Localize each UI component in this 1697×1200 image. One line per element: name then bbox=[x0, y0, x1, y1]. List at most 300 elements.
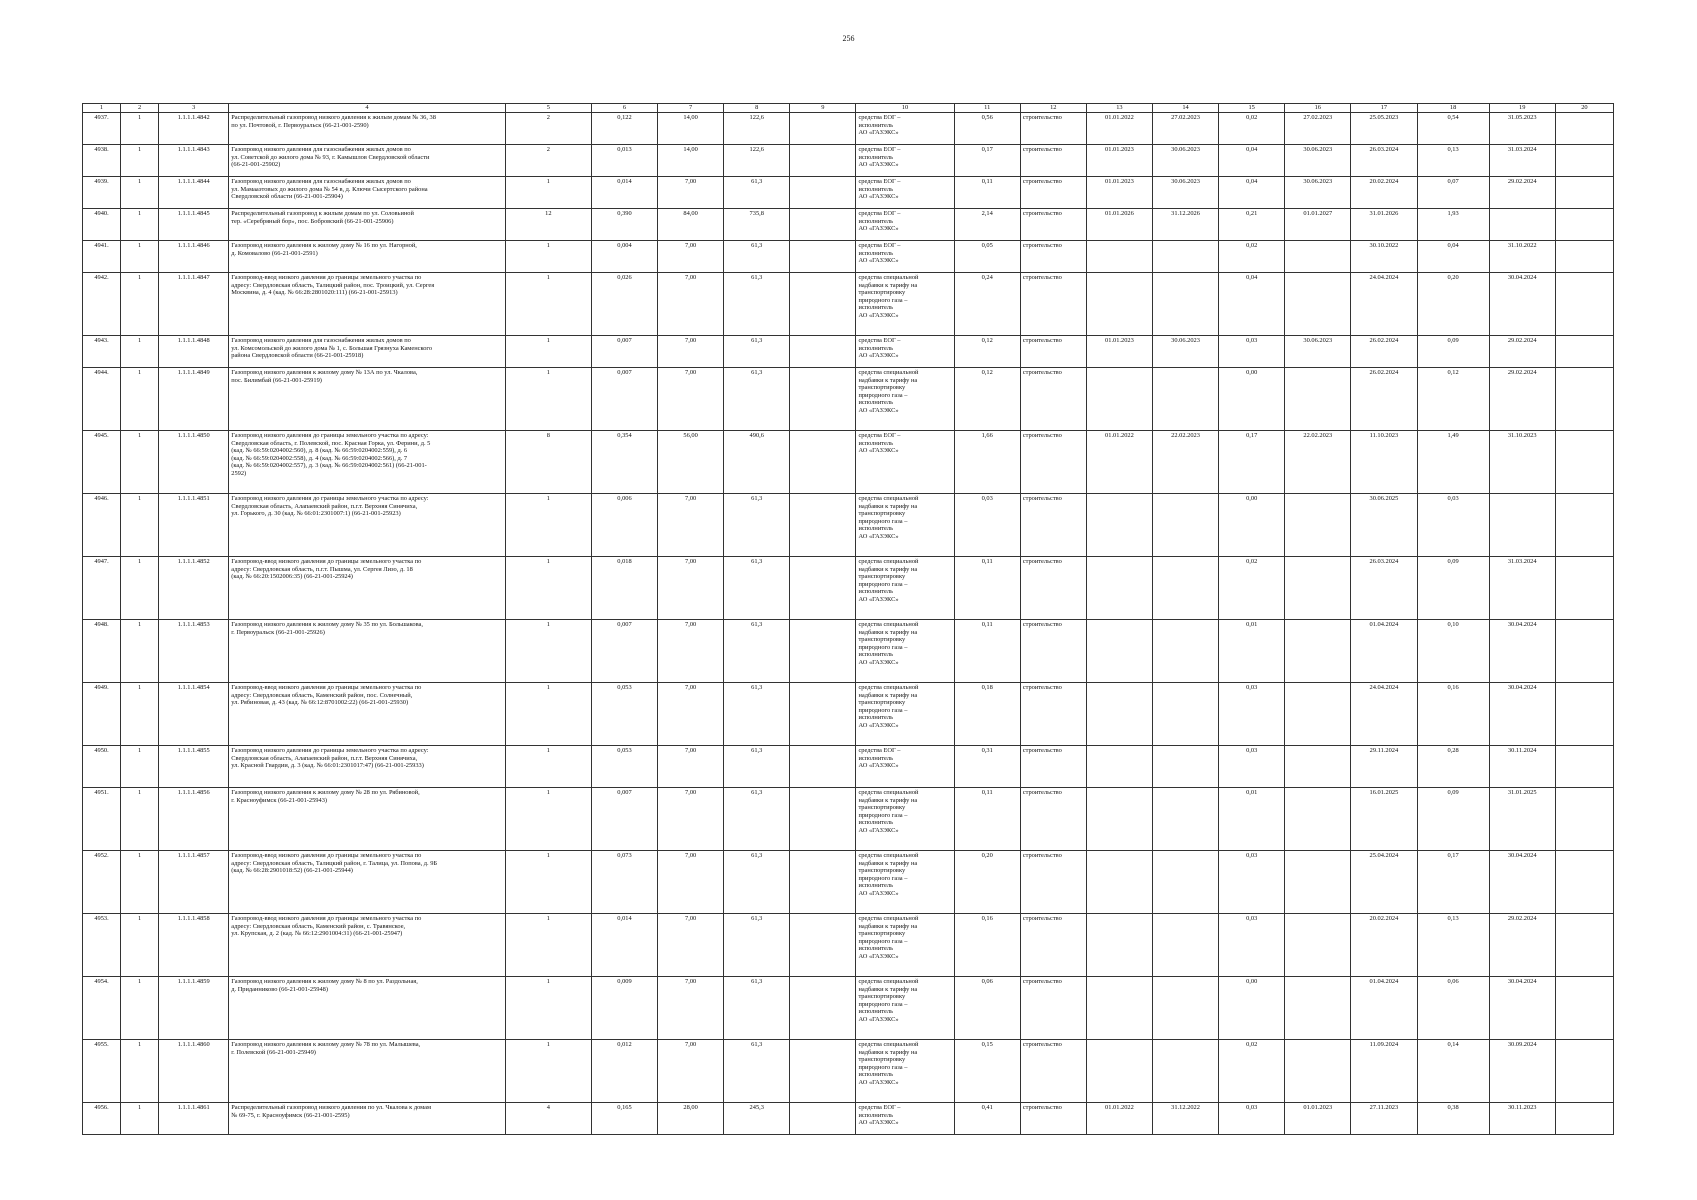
col-18-cell: 0,04 bbox=[1417, 241, 1489, 273]
col-19-cell: 31.03.2024 bbox=[1489, 557, 1555, 620]
col-9-cell bbox=[790, 977, 856, 1040]
col-20-cell bbox=[1555, 177, 1613, 209]
col-19-cell: 30.04.2024 bbox=[1489, 977, 1555, 1040]
col-14-cell: 27.02.2023 bbox=[1153, 113, 1219, 145]
funding-source-cell bbox=[856, 241, 954, 273]
work-type-cell: строительство bbox=[1020, 788, 1086, 851]
funding-source-line: АО «ГАЗЭКС» bbox=[858, 1078, 899, 1086]
object-description-cell bbox=[229, 851, 506, 914]
table-row bbox=[83, 336, 1614, 368]
col-2-cell: 1 bbox=[121, 1103, 159, 1135]
row-number-cell: 4941. bbox=[83, 241, 121, 273]
col-15-cell: 0,03 bbox=[1219, 746, 1285, 788]
object-description-cell bbox=[229, 368, 506, 431]
object-description-line: Распределительный газопровод низкого давления к жилым домам № 36, 38 bbox=[231, 114, 436, 121]
col-8-cell: 61,3 bbox=[724, 683, 790, 746]
col-11-cell: 0,06 bbox=[954, 977, 1020, 1040]
col-13-cell: 01.01.2023 bbox=[1086, 336, 1152, 368]
col-9-cell bbox=[790, 914, 856, 977]
col-16-cell bbox=[1285, 557, 1351, 620]
column-number-4: 4 bbox=[229, 104, 506, 113]
funding-source-line: средства ЕОГ – bbox=[858, 432, 901, 439]
col-14-cell: 31.12.2022 bbox=[1153, 1103, 1219, 1135]
object-code-cell: 1.1.1.1.4857 bbox=[159, 851, 229, 914]
funding-source-line: исполнитель bbox=[858, 121, 893, 129]
col-9-cell bbox=[790, 746, 856, 788]
col-13-cell bbox=[1086, 557, 1152, 620]
page-number: 256 bbox=[842, 34, 855, 43]
funding-source-line: исполнитель bbox=[858, 399, 893, 407]
object-code-cell: 1.1.1.1.4843 bbox=[159, 145, 229, 177]
funding-source-line: исполнитель bbox=[858, 439, 893, 447]
col-2-cell: 1 bbox=[121, 788, 159, 851]
col-2-cell: 1 bbox=[121, 557, 159, 620]
col-11-cell: 0,05 bbox=[954, 241, 1020, 273]
col-19-cell: 31.03.2024 bbox=[1489, 145, 1555, 177]
row-number-cell: 4945. bbox=[83, 431, 121, 494]
col-8-cell: 122,6 bbox=[724, 113, 790, 145]
object-description-cell bbox=[229, 1103, 506, 1135]
col-9-cell bbox=[790, 494, 856, 557]
funding-source-line: транспортировку bbox=[858, 289, 906, 297]
object-description-cell bbox=[229, 431, 506, 494]
object-description-line: ул. Мамааэтовых до жилого дома № 54 в, д. Ключи Сысертского района bbox=[231, 185, 428, 193]
funding-source-line: средства ЕОГ – bbox=[858, 114, 901, 121]
work-type-cell: строительство bbox=[1020, 241, 1086, 273]
col-15-cell: 0,03 bbox=[1219, 851, 1285, 914]
column-number-17: 17 bbox=[1351, 104, 1417, 113]
col-5-cell: 1 bbox=[505, 336, 591, 368]
funding-source-line: природного газа – bbox=[858, 580, 908, 588]
object-description-cell bbox=[229, 746, 506, 788]
object-description-line: пос. Билимбай (66-21-001-25919) bbox=[231, 376, 322, 384]
funding-source-line: надбавки к тарифу на bbox=[858, 628, 918, 636]
funding-source-line: АО «ГАЗЭКС» bbox=[858, 1119, 899, 1127]
col-17-cell: 26.02.2024 bbox=[1351, 336, 1417, 368]
object-code-cell: 1.1.1.1.4847 bbox=[159, 273, 229, 336]
col-11-cell: 0,17 bbox=[954, 145, 1020, 177]
col-11-cell: 0,41 bbox=[954, 1103, 1020, 1135]
col-14-cell: 22.02.2023 bbox=[1153, 431, 1219, 494]
table-row bbox=[83, 977, 1614, 1040]
object-description-line: (кад. № 66:59:0204002:557), д. 3 (кад. № 66:59:0204002:561) (66-21-001- bbox=[231, 462, 427, 470]
funding-source-line: транспортировку bbox=[858, 930, 906, 938]
col-7-cell: 7,00 bbox=[658, 241, 724, 273]
object-description-line: Газопровод низкого давления к жилому дому № 8 по ул. Раздольная, bbox=[231, 978, 418, 985]
table-row bbox=[83, 209, 1614, 241]
object-description-line: г. Красноуфимск (66-21-001-25943) bbox=[231, 796, 328, 804]
col-6-cell: 0,007 bbox=[591, 788, 657, 851]
col-19-cell: 29.02.2024 bbox=[1489, 336, 1555, 368]
object-description-line: адресу: Свердловская область, Каменский район, с. Травянское, bbox=[231, 922, 406, 930]
object-description-line: Газопровод низкого давления к жилому дому № 16 по ул. Нагорной, bbox=[231, 242, 417, 249]
funding-source-line: АО «ГАЗЭКС» bbox=[858, 595, 899, 603]
col-14-cell: 30.06.2023 bbox=[1153, 336, 1219, 368]
object-description-line: Газопровод низкого давления до границы земельного участка по адресу: bbox=[231, 432, 429, 439]
col-11-cell: 0,15 bbox=[954, 1040, 1020, 1103]
object-description-cell bbox=[229, 494, 506, 557]
funding-source-line: АО «ГАЗЭКС» bbox=[858, 406, 899, 414]
row-number-cell: 4956. bbox=[83, 1103, 121, 1135]
object-description-line: Газопровод низкого давления к жилому дому № 28 по ул. Рябиновой, bbox=[231, 789, 420, 796]
col-5-cell: 1 bbox=[505, 557, 591, 620]
col-18-cell: 0,38 bbox=[1417, 1103, 1489, 1135]
funding-source-line: природного газа – bbox=[858, 706, 908, 714]
row-number-cell: 4953. bbox=[83, 914, 121, 977]
object-description-line: Распределительный газопровод низкого давления по ул. Чкалова к домам bbox=[231, 1104, 432, 1111]
funding-source-cell bbox=[856, 273, 954, 336]
col-15-cell: 0,03 bbox=[1219, 914, 1285, 977]
object-description-line: района Свердловской области (66-21-001-25918) bbox=[231, 352, 364, 360]
col-20-cell bbox=[1555, 746, 1613, 788]
col-17-cell: 11.09.2024 bbox=[1351, 1040, 1417, 1103]
object-description-cell bbox=[229, 977, 506, 1040]
work-type-cell: строительство bbox=[1020, 746, 1086, 788]
work-type-cell: строительство bbox=[1020, 431, 1086, 494]
col-8-cell: 61,3 bbox=[724, 494, 790, 557]
col-19-cell bbox=[1489, 209, 1555, 241]
column-number-2: 2 bbox=[121, 104, 159, 113]
col-18-cell: 0,16 bbox=[1417, 683, 1489, 746]
col-17-cell: 24.04.2024 bbox=[1351, 273, 1417, 336]
funding-source-line: средства ЕОГ – bbox=[858, 210, 901, 217]
table-row bbox=[83, 746, 1614, 788]
col-16-cell bbox=[1285, 746, 1351, 788]
col-18-cell: 0,17 bbox=[1417, 851, 1489, 914]
col-15-cell: 0,02 bbox=[1219, 1040, 1285, 1103]
col-5-cell: 1 bbox=[505, 746, 591, 788]
object-description-line: ул. Крупская, д. 2 (кад. № 66:12:2901004:31) (66-21-001-25947) bbox=[231, 930, 403, 938]
col-18-cell: 0,13 bbox=[1417, 914, 1489, 977]
table-row bbox=[83, 1040, 1614, 1103]
col-14-cell bbox=[1153, 241, 1219, 273]
col-20-cell bbox=[1555, 368, 1613, 431]
col-15-cell: 0,02 bbox=[1219, 557, 1285, 620]
col-20-cell bbox=[1555, 241, 1613, 273]
col-9-cell bbox=[790, 368, 856, 431]
funding-source-line: исполнитель bbox=[858, 588, 893, 596]
object-description-cell bbox=[229, 557, 506, 620]
funding-source-line: природного газа – bbox=[858, 811, 908, 819]
object-description-cell bbox=[229, 273, 506, 336]
col-19-cell: 31.01.2025 bbox=[1489, 788, 1555, 851]
funding-source-line: исполнитель bbox=[858, 249, 893, 257]
object-description-line: Свердловской области (66-21-001-25904) bbox=[231, 193, 343, 201]
column-number-row bbox=[83, 104, 1614, 113]
col-13-cell bbox=[1086, 494, 1152, 557]
funding-source-line: надбавки к тарифу на bbox=[858, 376, 918, 384]
col-7-cell: 7,00 bbox=[658, 336, 724, 368]
funding-source-line: средства ЕОГ – bbox=[858, 178, 901, 185]
table-row bbox=[83, 113, 1614, 145]
table-row bbox=[83, 851, 1614, 914]
col-15-cell: 0,00 bbox=[1219, 368, 1285, 431]
col-6-cell: 0,018 bbox=[591, 557, 657, 620]
col-14-cell: 30.06.2023 bbox=[1153, 145, 1219, 177]
col-14-cell bbox=[1153, 914, 1219, 977]
col-7-cell: 7,00 bbox=[658, 788, 724, 851]
object-code-cell: 1.1.1.1.4860 bbox=[159, 1040, 229, 1103]
col-17-cell: 11.10.2023 bbox=[1351, 431, 1417, 494]
work-type-cell: строительство bbox=[1020, 145, 1086, 177]
object-description-line: г. Полевской (66-21-001-25949) bbox=[231, 1048, 316, 1056]
funding-source-line: надбавки к тарифу на bbox=[858, 796, 918, 804]
registry-table bbox=[82, 103, 1614, 1135]
row-number-cell: 4942. bbox=[83, 273, 121, 336]
col-15-cell: 0,01 bbox=[1219, 620, 1285, 683]
object-description-line: ул. Красной Гвардии, д. 3 (кад. № 66:01:2301017:47) (66-21-001-25933) bbox=[231, 762, 424, 770]
column-number-8: 8 bbox=[724, 104, 790, 113]
col-16-cell: 30.06.2023 bbox=[1285, 145, 1351, 177]
col-5-cell: 8 bbox=[505, 431, 591, 494]
funding-source-cell bbox=[856, 746, 954, 788]
funding-source-line: исполнитель bbox=[858, 882, 893, 890]
funding-source-line: средства специальной bbox=[858, 684, 919, 691]
col-7-cell: 7,00 bbox=[658, 977, 724, 1040]
funding-source-line: исполнитель bbox=[858, 1111, 893, 1119]
object-code-cell: 1.1.1.1.4842 bbox=[159, 113, 229, 145]
work-type-cell: строительство bbox=[1020, 209, 1086, 241]
funding-source-cell bbox=[856, 336, 954, 368]
col-15-cell: 0,04 bbox=[1219, 145, 1285, 177]
col-2-cell: 1 bbox=[121, 977, 159, 1040]
col-13-cell bbox=[1086, 241, 1152, 273]
work-type-cell: строительство bbox=[1020, 977, 1086, 1040]
funding-source-line: средства ЕОГ – bbox=[858, 1104, 901, 1111]
col-20-cell bbox=[1555, 336, 1613, 368]
funding-source-line: надбавки к тарифу на bbox=[858, 922, 918, 930]
column-number-10: 10 bbox=[856, 104, 954, 113]
funding-source-line: транспортировку bbox=[858, 867, 906, 875]
funding-source-line: транспортировку bbox=[858, 636, 906, 644]
col-7-cell: 7,00 bbox=[658, 683, 724, 746]
col-5-cell: 1 bbox=[505, 494, 591, 557]
funding-source-line: надбавки к тарифу на bbox=[858, 565, 918, 573]
work-type-cell: строительство bbox=[1020, 1103, 1086, 1135]
object-code-cell: 1.1.1.1.4859 bbox=[159, 977, 229, 1040]
col-16-cell bbox=[1285, 1040, 1351, 1103]
object-description-line: (кад. № 66:20:1502006:35) (66-21-001-25924) bbox=[231, 573, 353, 581]
col-9-cell bbox=[790, 683, 856, 746]
col-15-cell: 0,02 bbox=[1219, 241, 1285, 273]
column-number-11: 11 bbox=[954, 104, 1020, 113]
col-2-cell: 1 bbox=[121, 145, 159, 177]
col-7-cell: 7,00 bbox=[658, 620, 724, 683]
col-20-cell bbox=[1555, 851, 1613, 914]
object-description-line: тер. «Серебряный бор», пос. Бобровский (66-21-001-25906) bbox=[231, 217, 394, 225]
funding-source-line: АО «ГАЗЭКС» bbox=[858, 532, 899, 540]
col-14-cell: 30.06.2023 bbox=[1153, 177, 1219, 209]
object-description-line: д. Комовалово (66-21-001-2591) bbox=[231, 249, 318, 257]
object-description-cell bbox=[229, 336, 506, 368]
col-13-cell bbox=[1086, 851, 1152, 914]
col-11-cell: 0,11 bbox=[954, 620, 1020, 683]
column-number-1: 1 bbox=[83, 104, 121, 113]
col-5-cell: 1 bbox=[505, 683, 591, 746]
object-description-line: адресу: Свердловская область, Каменский район, пос. Солнечный, bbox=[231, 691, 413, 699]
column-number-6: 6 bbox=[591, 104, 657, 113]
row-number-cell: 4944. bbox=[83, 368, 121, 431]
object-code-cell: 1.1.1.1.4858 bbox=[159, 914, 229, 977]
col-17-cell: 30.06.2025 bbox=[1351, 494, 1417, 557]
object-code-cell: 1.1.1.1.4855 bbox=[159, 746, 229, 788]
col-16-cell bbox=[1285, 788, 1351, 851]
funding-source-line: АО «ГАЗЭКС» bbox=[858, 257, 899, 265]
col-9-cell bbox=[790, 209, 856, 241]
row-number-cell: 4946. bbox=[83, 494, 121, 557]
col-8-cell: 61,3 bbox=[724, 977, 790, 1040]
funding-source-line: исполнитель bbox=[858, 1008, 893, 1016]
funding-source-line: средства специальной bbox=[858, 852, 919, 859]
col-17-cell: 01.04.2024 bbox=[1351, 620, 1417, 683]
table-row bbox=[83, 788, 1614, 851]
col-11-cell: 0,11 bbox=[954, 557, 1020, 620]
funding-source-cell bbox=[856, 1103, 954, 1135]
row-number-cell: 4947. bbox=[83, 557, 121, 620]
col-16-cell: 22.02.2023 bbox=[1285, 431, 1351, 494]
object-description-line: Свердловская область, Алапаевский район, п.г.т. Верхняя Синячиха, bbox=[231, 502, 418, 510]
col-13-cell: 01.01.2022 bbox=[1086, 1103, 1152, 1135]
object-code-cell: 1.1.1.1.4853 bbox=[159, 620, 229, 683]
col-15-cell: 0,04 bbox=[1219, 273, 1285, 336]
col-6-cell: 0,007 bbox=[591, 336, 657, 368]
col-9-cell bbox=[790, 788, 856, 851]
col-15-cell: 0,00 bbox=[1219, 977, 1285, 1040]
col-6-cell: 0,013 bbox=[591, 145, 657, 177]
funding-source-line: исполнитель bbox=[858, 1071, 893, 1079]
col-9-cell bbox=[790, 1040, 856, 1103]
row-number-cell: 4949. bbox=[83, 683, 121, 746]
col-8-cell: 245,3 bbox=[724, 1103, 790, 1135]
object-description-line: Свердловская область, Алапаевский район, п.г.т. Верхняя Синячиха, bbox=[231, 754, 418, 762]
col-17-cell: 25.04.2024 bbox=[1351, 851, 1417, 914]
object-description-line: ул. Рябиновая, д. 43 (кад. № 66:12:8701002:22) (66-21-001-25930) bbox=[231, 699, 409, 707]
col-8-cell: 61,3 bbox=[724, 273, 790, 336]
col-8-cell: 122,6 bbox=[724, 145, 790, 177]
col-16-cell: 27.02.2023 bbox=[1285, 113, 1351, 145]
col-7-cell: 7,00 bbox=[658, 177, 724, 209]
object-code-cell: 1.1.1.1.4850 bbox=[159, 431, 229, 494]
work-type-cell: строительство bbox=[1020, 851, 1086, 914]
object-description-line: адресу: Свердловская область, Талицкий район, г. Талица, ул. Попова, д. 9Б bbox=[231, 859, 438, 867]
col-13-cell bbox=[1086, 788, 1152, 851]
funding-source-line: АО «ГАЗЭКС» bbox=[858, 225, 899, 233]
funding-source-cell bbox=[856, 914, 954, 977]
col-8-cell: 735,8 bbox=[724, 209, 790, 241]
col-6-cell: 0,007 bbox=[591, 368, 657, 431]
col-5-cell: 1 bbox=[505, 177, 591, 209]
table-row bbox=[83, 368, 1614, 431]
col-20-cell bbox=[1555, 145, 1613, 177]
object-description-line: Газопровод-ввод низкого давления до границы земельного участка по bbox=[231, 915, 422, 922]
col-13-cell: 01.01.2026 bbox=[1086, 209, 1152, 241]
object-description-line: ул. Комсомольской до жилого дома № 1, с. Большая Грязнуха Каменского bbox=[231, 344, 433, 352]
object-description-line: адресу: Свердловская область, п.г.т. Пышма, ул. Сергея Лизо, д. 18 bbox=[231, 565, 413, 573]
col-5-cell: 1 bbox=[505, 241, 591, 273]
object-description-line: ул. Горького, д. 30 (кад. № 66:01:2301007:1) (66-21-001-25923) bbox=[231, 510, 401, 518]
funding-source-line: средства ЕОГ – bbox=[858, 146, 901, 153]
col-16-cell bbox=[1285, 683, 1351, 746]
col-16-cell bbox=[1285, 241, 1351, 273]
col-11-cell: 0,56 bbox=[954, 113, 1020, 145]
col-8-cell: 61,3 bbox=[724, 851, 790, 914]
col-2-cell: 1 bbox=[121, 746, 159, 788]
col-2-cell: 1 bbox=[121, 273, 159, 336]
col-2-cell: 1 bbox=[121, 209, 159, 241]
work-type-cell: строительство bbox=[1020, 620, 1086, 683]
funding-source-line: исполнитель bbox=[858, 525, 893, 533]
funding-source-cell bbox=[856, 113, 954, 145]
funding-source-line: исполнитель bbox=[858, 754, 893, 762]
funding-source-cell bbox=[856, 620, 954, 683]
col-7-cell: 84,00 bbox=[658, 209, 724, 241]
col-18-cell: 0,09 bbox=[1417, 788, 1489, 851]
col-8-cell: 61,3 bbox=[724, 368, 790, 431]
funding-source-line: средства специальной bbox=[858, 274, 919, 281]
col-8-cell: 490,6 bbox=[724, 431, 790, 494]
object-code-cell: 1.1.1.1.4846 bbox=[159, 241, 229, 273]
table-row bbox=[83, 241, 1614, 273]
col-7-cell: 7,00 bbox=[658, 851, 724, 914]
col-19-cell: 31.10.2023 bbox=[1489, 431, 1555, 494]
object-description-line: (кад. № 66:59:0204002:560), д. 8 (кад. № 66:59:0204002:559), д. 6 bbox=[231, 447, 408, 455]
col-9-cell bbox=[790, 241, 856, 273]
col-2-cell: 1 bbox=[121, 851, 159, 914]
object-description-line: д. Приданниково (66-21-001-25948) bbox=[231, 985, 329, 993]
object-description-line: (66-21-001-25902) bbox=[231, 161, 281, 169]
funding-source-cell bbox=[856, 851, 954, 914]
row-number-cell: 4939. bbox=[83, 177, 121, 209]
row-number-cell: 4937. bbox=[83, 113, 121, 145]
col-18-cell: 0,13 bbox=[1417, 145, 1489, 177]
object-code-cell: 1.1.1.1.4851 bbox=[159, 494, 229, 557]
row-number-cell: 4948. bbox=[83, 620, 121, 683]
col-15-cell: 0,02 bbox=[1219, 113, 1285, 145]
object-description-line: адресу: Свердловская область, Талицкий район, пос. Троицкий, ул. Сергея bbox=[231, 281, 435, 289]
funding-source-line: природного газа – bbox=[858, 1000, 908, 1008]
col-15-cell: 0,03 bbox=[1219, 1103, 1285, 1135]
column-number-18: 18 bbox=[1417, 104, 1489, 113]
funding-source-line: надбавки к тарифу на bbox=[858, 502, 918, 510]
col-5-cell: 1 bbox=[505, 977, 591, 1040]
col-8-cell: 61,3 bbox=[724, 557, 790, 620]
work-type-cell: строительство bbox=[1020, 914, 1086, 977]
col-5-cell: 4 bbox=[505, 1103, 591, 1135]
object-description-line: Газопровод низкого давления для газоснабжения жилых домов по bbox=[231, 178, 411, 185]
object-description-line: (кад. № 66:59:0204002:558), д. 4 (кад. № 66:59:0204002:566), д. 7 bbox=[231, 454, 408, 462]
col-16-cell: 30.06.2023 bbox=[1285, 336, 1351, 368]
col-7-cell: 7,00 bbox=[658, 368, 724, 431]
col-19-cell: 29.02.2024 bbox=[1489, 368, 1555, 431]
object-description-line: Газопровод низкого давления для газоснабжения жилых домов по bbox=[231, 337, 411, 344]
table-body bbox=[83, 113, 1614, 1135]
col-14-cell bbox=[1153, 273, 1219, 336]
col-11-cell: 0,11 bbox=[954, 788, 1020, 851]
column-number-3: 3 bbox=[159, 104, 229, 113]
column-number-7: 7 bbox=[658, 104, 724, 113]
col-6-cell: 0,354 bbox=[591, 431, 657, 494]
col-14-cell bbox=[1153, 620, 1219, 683]
funding-source-cell bbox=[856, 431, 954, 494]
col-2-cell: 1 bbox=[121, 914, 159, 977]
col-14-cell bbox=[1153, 368, 1219, 431]
col-2-cell: 1 bbox=[121, 494, 159, 557]
funding-source-line: транспортировку bbox=[858, 384, 906, 392]
object-description-line: Газопровод-ввод низкого давления до границы земельного участка по bbox=[231, 852, 422, 859]
funding-source-line: АО «ГАЗЭКС» bbox=[858, 889, 899, 897]
col-18-cell: 1,49 bbox=[1417, 431, 1489, 494]
col-16-cell bbox=[1285, 368, 1351, 431]
